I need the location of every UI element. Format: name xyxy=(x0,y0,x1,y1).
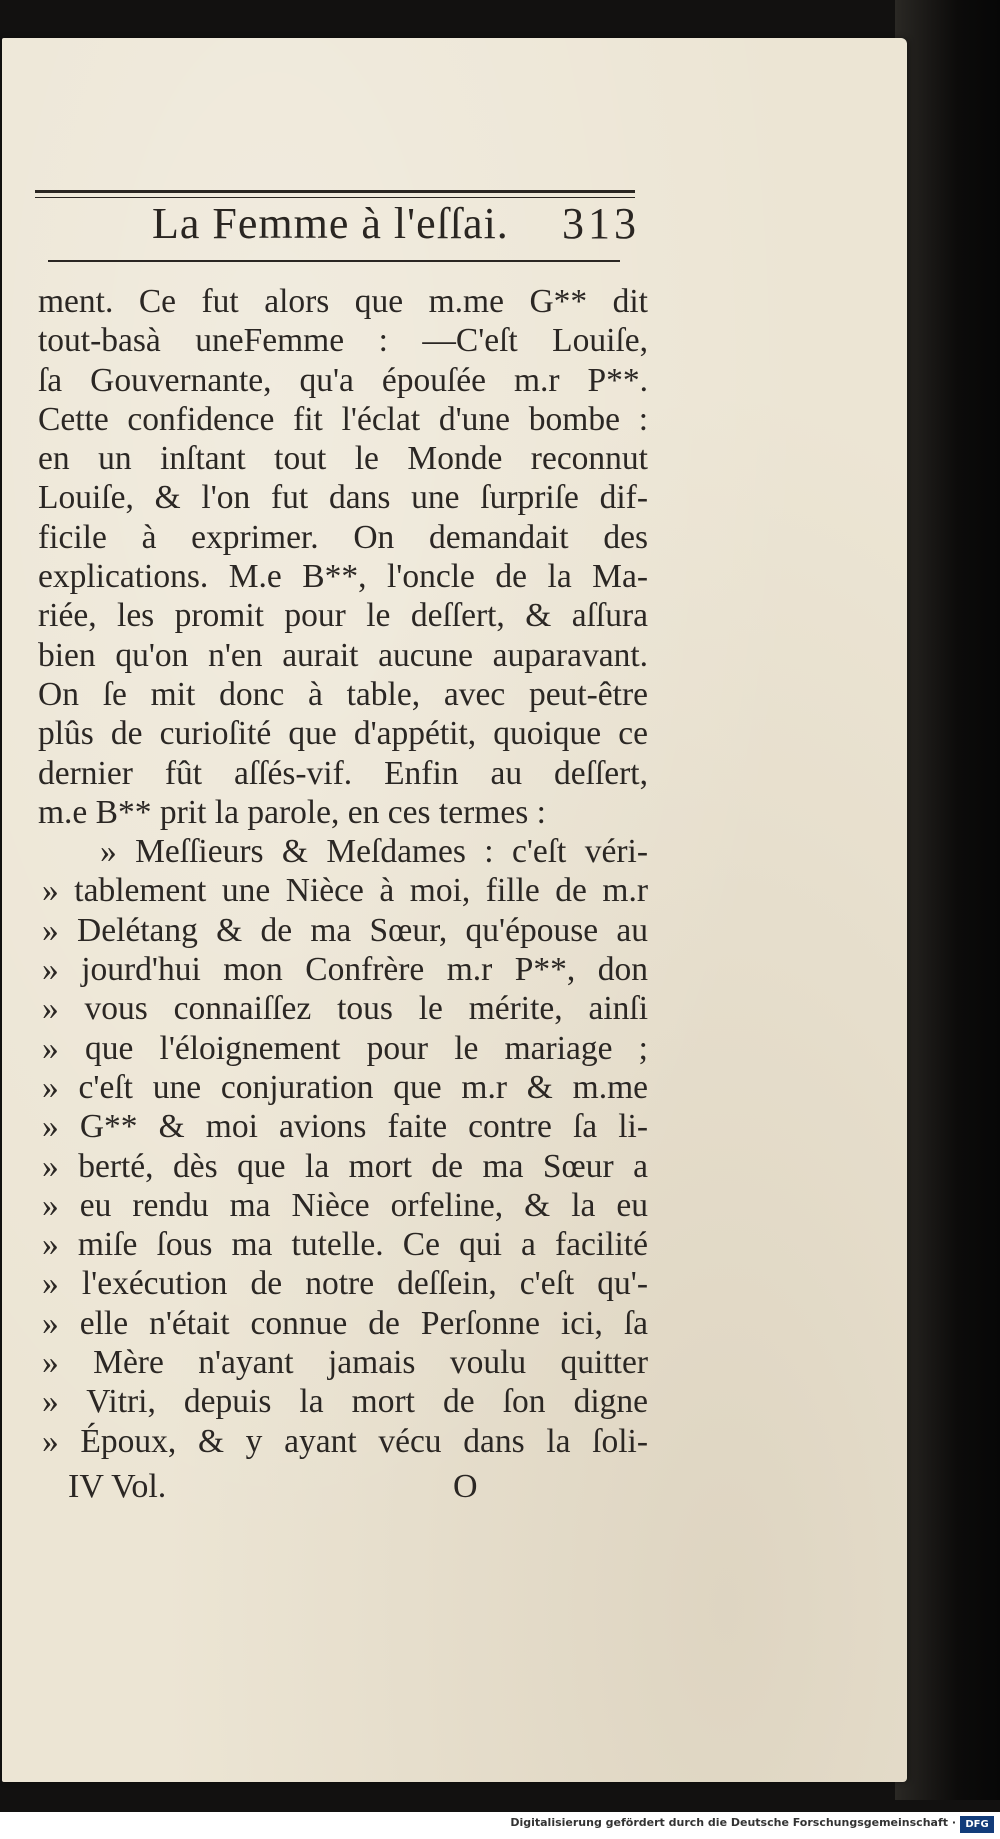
text-line: On ſe mit donc à table, avec peut-être xyxy=(38,675,648,713)
text-line: » Vitri, depuis la mort de ſon digne xyxy=(42,1383,648,1421)
text-line: » elle n'était connue de Perſonne ici, ſa xyxy=(42,1304,648,1342)
text-line: » Delétang & de ma Sœur, qu'épouse au xyxy=(42,911,648,949)
text-line: » Meſſieurs & Meſdames : c'eſt véri- xyxy=(100,833,648,871)
text-line: » miſe ſous ma tutelle. Ce qui a facilité xyxy=(42,1226,648,1264)
text-line: riée, les promit pour le deſſert, & aſſura xyxy=(38,597,648,635)
running-header xyxy=(40,198,640,254)
signature-mark: O xyxy=(453,1468,478,1505)
text-line: ficile à exprimer. On demandait des xyxy=(38,518,648,556)
text-line: Cette confidence fit l'éclat d'une bombe : xyxy=(38,400,648,438)
body-text xyxy=(38,282,648,1461)
text-line: ment. Ce fut alors que m.me G** dit xyxy=(38,283,648,320)
text-line: » que l'éloignement pour le mariage ; xyxy=(42,1029,648,1067)
page-number: 313 xyxy=(562,199,640,248)
text-line: » jourd'hui mon Confrère m.r P**, don xyxy=(42,951,648,989)
text-line: plûs de curioſité que d'appétit, quoique ce xyxy=(38,715,648,753)
text-line: » Époux, & y ayant vécu dans la ſoli- xyxy=(42,1422,648,1460)
header-rule-top xyxy=(35,190,635,193)
text-line: » l'exécution de notre deſſein, c'eſt qu'- xyxy=(42,1265,648,1303)
running-title: La Femme à l'eſſai. xyxy=(152,199,509,248)
text-line: » berté, dès que la mort de ma Sœur a xyxy=(42,1147,648,1185)
text-line: m.e B** prit la parole, en ces termes : xyxy=(38,793,546,831)
text-line: » eu rendu ma Nièce orfeline, & la eu xyxy=(42,1186,648,1224)
text-line: » G** & moi avions faite contre ſa li- xyxy=(42,1108,648,1146)
text-line: dernier fût aſſés-vif. Enfin au deſſert, xyxy=(38,754,648,792)
text-line: Louiſe, & l'on fut dans une ſurpriſe dif- xyxy=(38,479,648,517)
text-line: » Mère n'ayant jamais voulu quitter xyxy=(42,1344,648,1382)
text-line: tout-basà uneFemme : —C'eſt Louiſe, xyxy=(38,322,648,360)
credit-bar xyxy=(0,1812,1000,1839)
text-line: ſa Gouvernante, qu'a épouſée m.r P**. xyxy=(38,361,648,399)
page-footer xyxy=(68,1468,488,1512)
funding-credit: Digitalisierung gefördert durch die Deutsche Forschungsgemeinschaft · xyxy=(510,1816,956,1829)
text-line: » vous connaiſſez tous le mérite, ainſi xyxy=(42,990,648,1028)
volume-mark: IV Vol. xyxy=(68,1468,167,1505)
text-line: explications. M.e B**, l'oncle de la Ma- xyxy=(38,558,648,596)
dfg-logo-icon: DFG xyxy=(960,1816,994,1833)
binding-shadow xyxy=(895,0,1000,1800)
text-line: » c'eſt une conjuration que m.r & m.me xyxy=(42,1068,648,1106)
text-line: » tablement une Nièce à moi, fille de m.r xyxy=(42,872,648,910)
text-line: bien qu'on n'en aurait aucune auparavant. xyxy=(38,636,648,674)
text-line: en un inſtant tout le Monde reconnut xyxy=(38,440,648,478)
header-rule-bottom xyxy=(48,260,620,262)
